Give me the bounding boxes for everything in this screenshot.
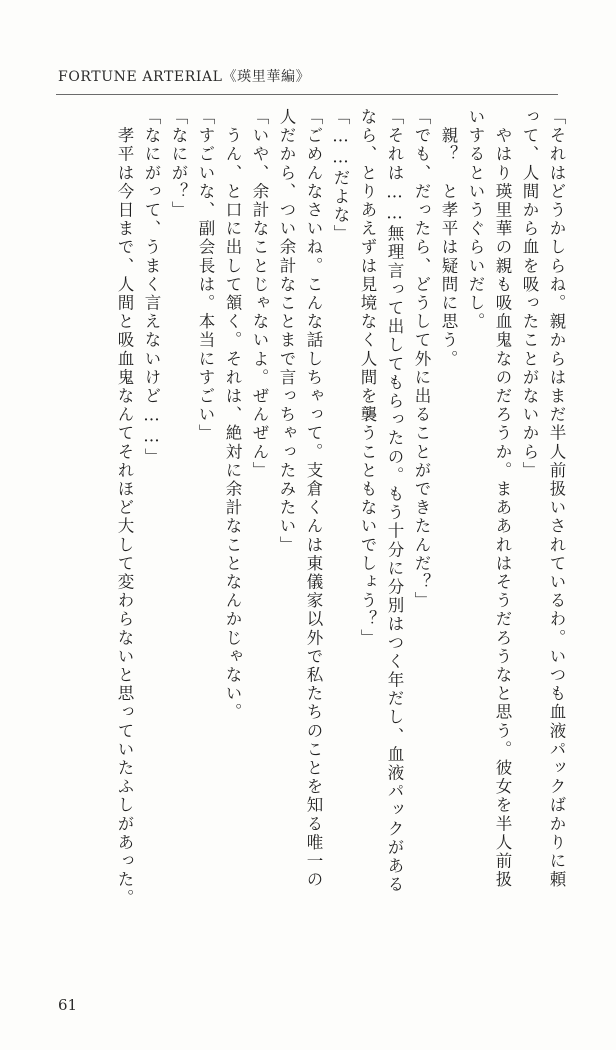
- text-column: 親？ と孝平は疑問に思う。: [439, 108, 458, 369]
- text-column: なら、とりあえずは見境なく人間を襲うこともないでしょう？」: [358, 108, 377, 648]
- page-number: 61: [58, 996, 78, 1014]
- text-column: 人だから、つい余計なことまで言っちゃったみたい」: [277, 108, 296, 555]
- text-column: 「すごいな、副会長は。本当にすごい」: [196, 108, 215, 443]
- text-column: 「なにが？」: [169, 108, 188, 220]
- text-column: やはり瑛里華の親も吸血鬼なのだろうか。まああれはそうだろうなと思う。彼女を半人前扱: [493, 108, 512, 890]
- text-column: 「それは……無理言って出してもらったの。もう十分に分別はつく年だし、血液パックがある: [385, 108, 404, 895]
- text-column: 「……だよな」: [331, 108, 350, 244]
- text-column: 「でも、だったら、どうして外に出ることができたんだ？」: [412, 108, 431, 611]
- text-column: 「ごめんなさいね。こんな話しちゃって。支倉くんは東儀家以外で私たちのことを知る唯一の: [304, 108, 323, 890]
- header-divider: [56, 94, 558, 95]
- text-column: って、人間から血を吸ったことがないから」: [520, 108, 539, 480]
- text-column: 孝平は今日まで、人間と吸血鬼なんてそれほど大して変わらないと思っていたふしがあった。: [115, 108, 134, 908]
- text-column: 「それはどうかしらね。親からはまだ半人前扱いされているわ。いつも血液パックばかりに頼: [547, 108, 566, 890]
- text-column: 「いや、余計なことじゃないよ。ぜんぜん」: [250, 108, 269, 480]
- body-text: [64, 108, 564, 978]
- text-column: 「なにがって、うまく言えないけど……」: [142, 108, 161, 467]
- running-head: FORTUNE ARTERIAL《瑛里華編》: [58, 69, 311, 85]
- text-column: いするというぐらいだし。: [466, 108, 485, 332]
- text-column: うん、と口に出して頷く。それは、絶対に余計なことなんかじゃない。: [223, 108, 242, 722]
